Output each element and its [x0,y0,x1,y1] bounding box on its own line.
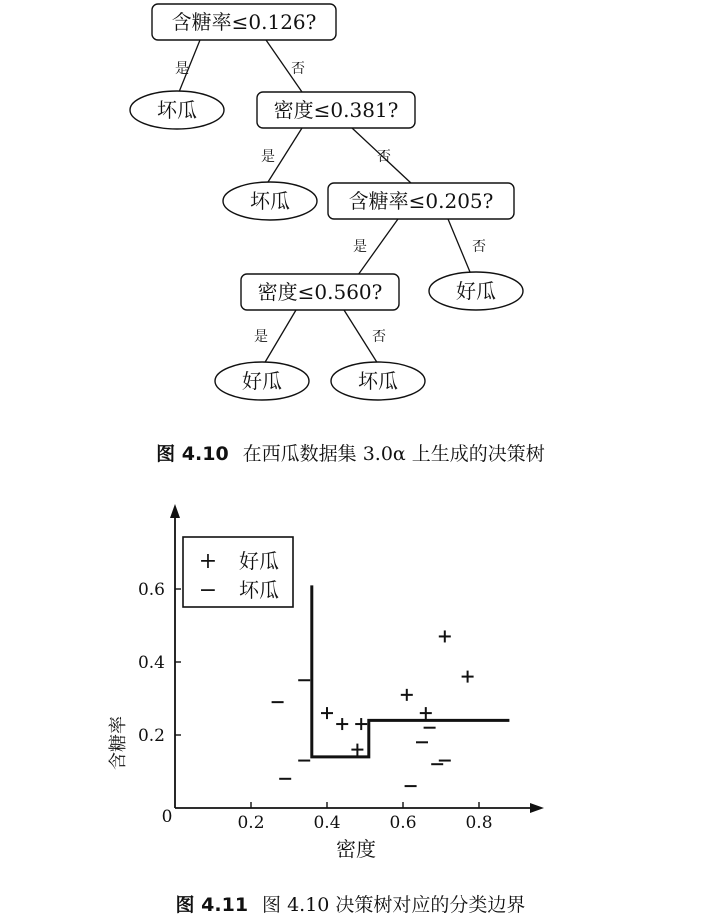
tree-leaf-bad: 坏瓜 [157,98,197,122]
x-tick-label: 0.4 [313,813,341,833]
tree-leaf-good: 好瓜 [456,279,496,303]
chart-points [272,630,474,786]
point-good-plus [401,689,413,701]
edge-n6-n8 [264,310,296,364]
edge-label-no: 否 [377,149,391,165]
chart-ticks [138,580,493,833]
legend-symbol-minus: − [198,578,218,603]
boundary-line [312,585,510,757]
point-good-plus [355,718,367,730]
legend-symbol-plus: + [198,549,218,574]
edge-label-no: 否 [372,329,386,345]
edge-label-yes: 是 [254,329,268,345]
point-good-plus [351,744,363,756]
x-tick-label: 0.6 [389,813,417,833]
tree-leaf-bad: 坏瓜 [250,189,290,213]
edge-label-no: 否 [472,239,486,255]
y-tick-label: 0.2 [137,726,165,746]
point-good-plus [321,707,333,719]
tree-node-sugar: 含糖率≤0.205? [348,189,494,213]
y-axis-label: 含糖率 [108,716,129,770]
legend-label-bad: 坏瓜 [239,578,279,602]
edge-n5-n7 [448,219,470,272]
figure-caption-4-11 [0,890,701,917]
tree-node-density: 密度≤0.560? [257,280,383,304]
chart-legend [183,537,293,607]
tree-leaf-good: 好瓜 [242,369,282,393]
y-tick-label: 0.4 [137,653,165,673]
x-tick-label: 0.8 [465,813,493,833]
edge-label-yes: 是 [353,239,367,255]
point-good-plus [462,671,474,683]
decision-boundary-chart [0,488,701,888]
point-good-plus [336,718,348,730]
decision-boundary [312,585,510,757]
x-axis-label: 密度 [336,837,376,861]
edge-label-yes: 是 [175,61,189,77]
point-good-plus [439,630,451,642]
figure-label: 图 4.10 [156,443,229,465]
edge-label-no: 否 [291,61,305,77]
edge-label-yes: 是 [261,149,275,165]
tree-node-root: 含糖率≤0.126? [171,10,317,34]
decision-tree-diagram [0,0,701,430]
y-axis-arrow [170,504,180,518]
legend-label-good: 好瓜 [239,549,279,573]
figure-caption-4-10 [0,439,701,466]
tick-label-origin: 0 [161,807,173,827]
figure-caption-text: 图 4.10 决策树对应的分类边界 [262,894,526,916]
x-tick-label: 0.2 [237,813,265,833]
figure-label: 图 4.11 [175,894,249,916]
tree-leaf-bad: 坏瓜 [358,369,398,393]
y-tick-label: 0.6 [137,580,165,600]
x-axis-arrow [530,803,544,813]
tree-node-density: 密度≤0.381? [273,98,399,122]
figure-caption-text: 在西瓜数据集 3.0α 上生成的决策树 [242,443,545,465]
point-good-plus [420,707,432,719]
